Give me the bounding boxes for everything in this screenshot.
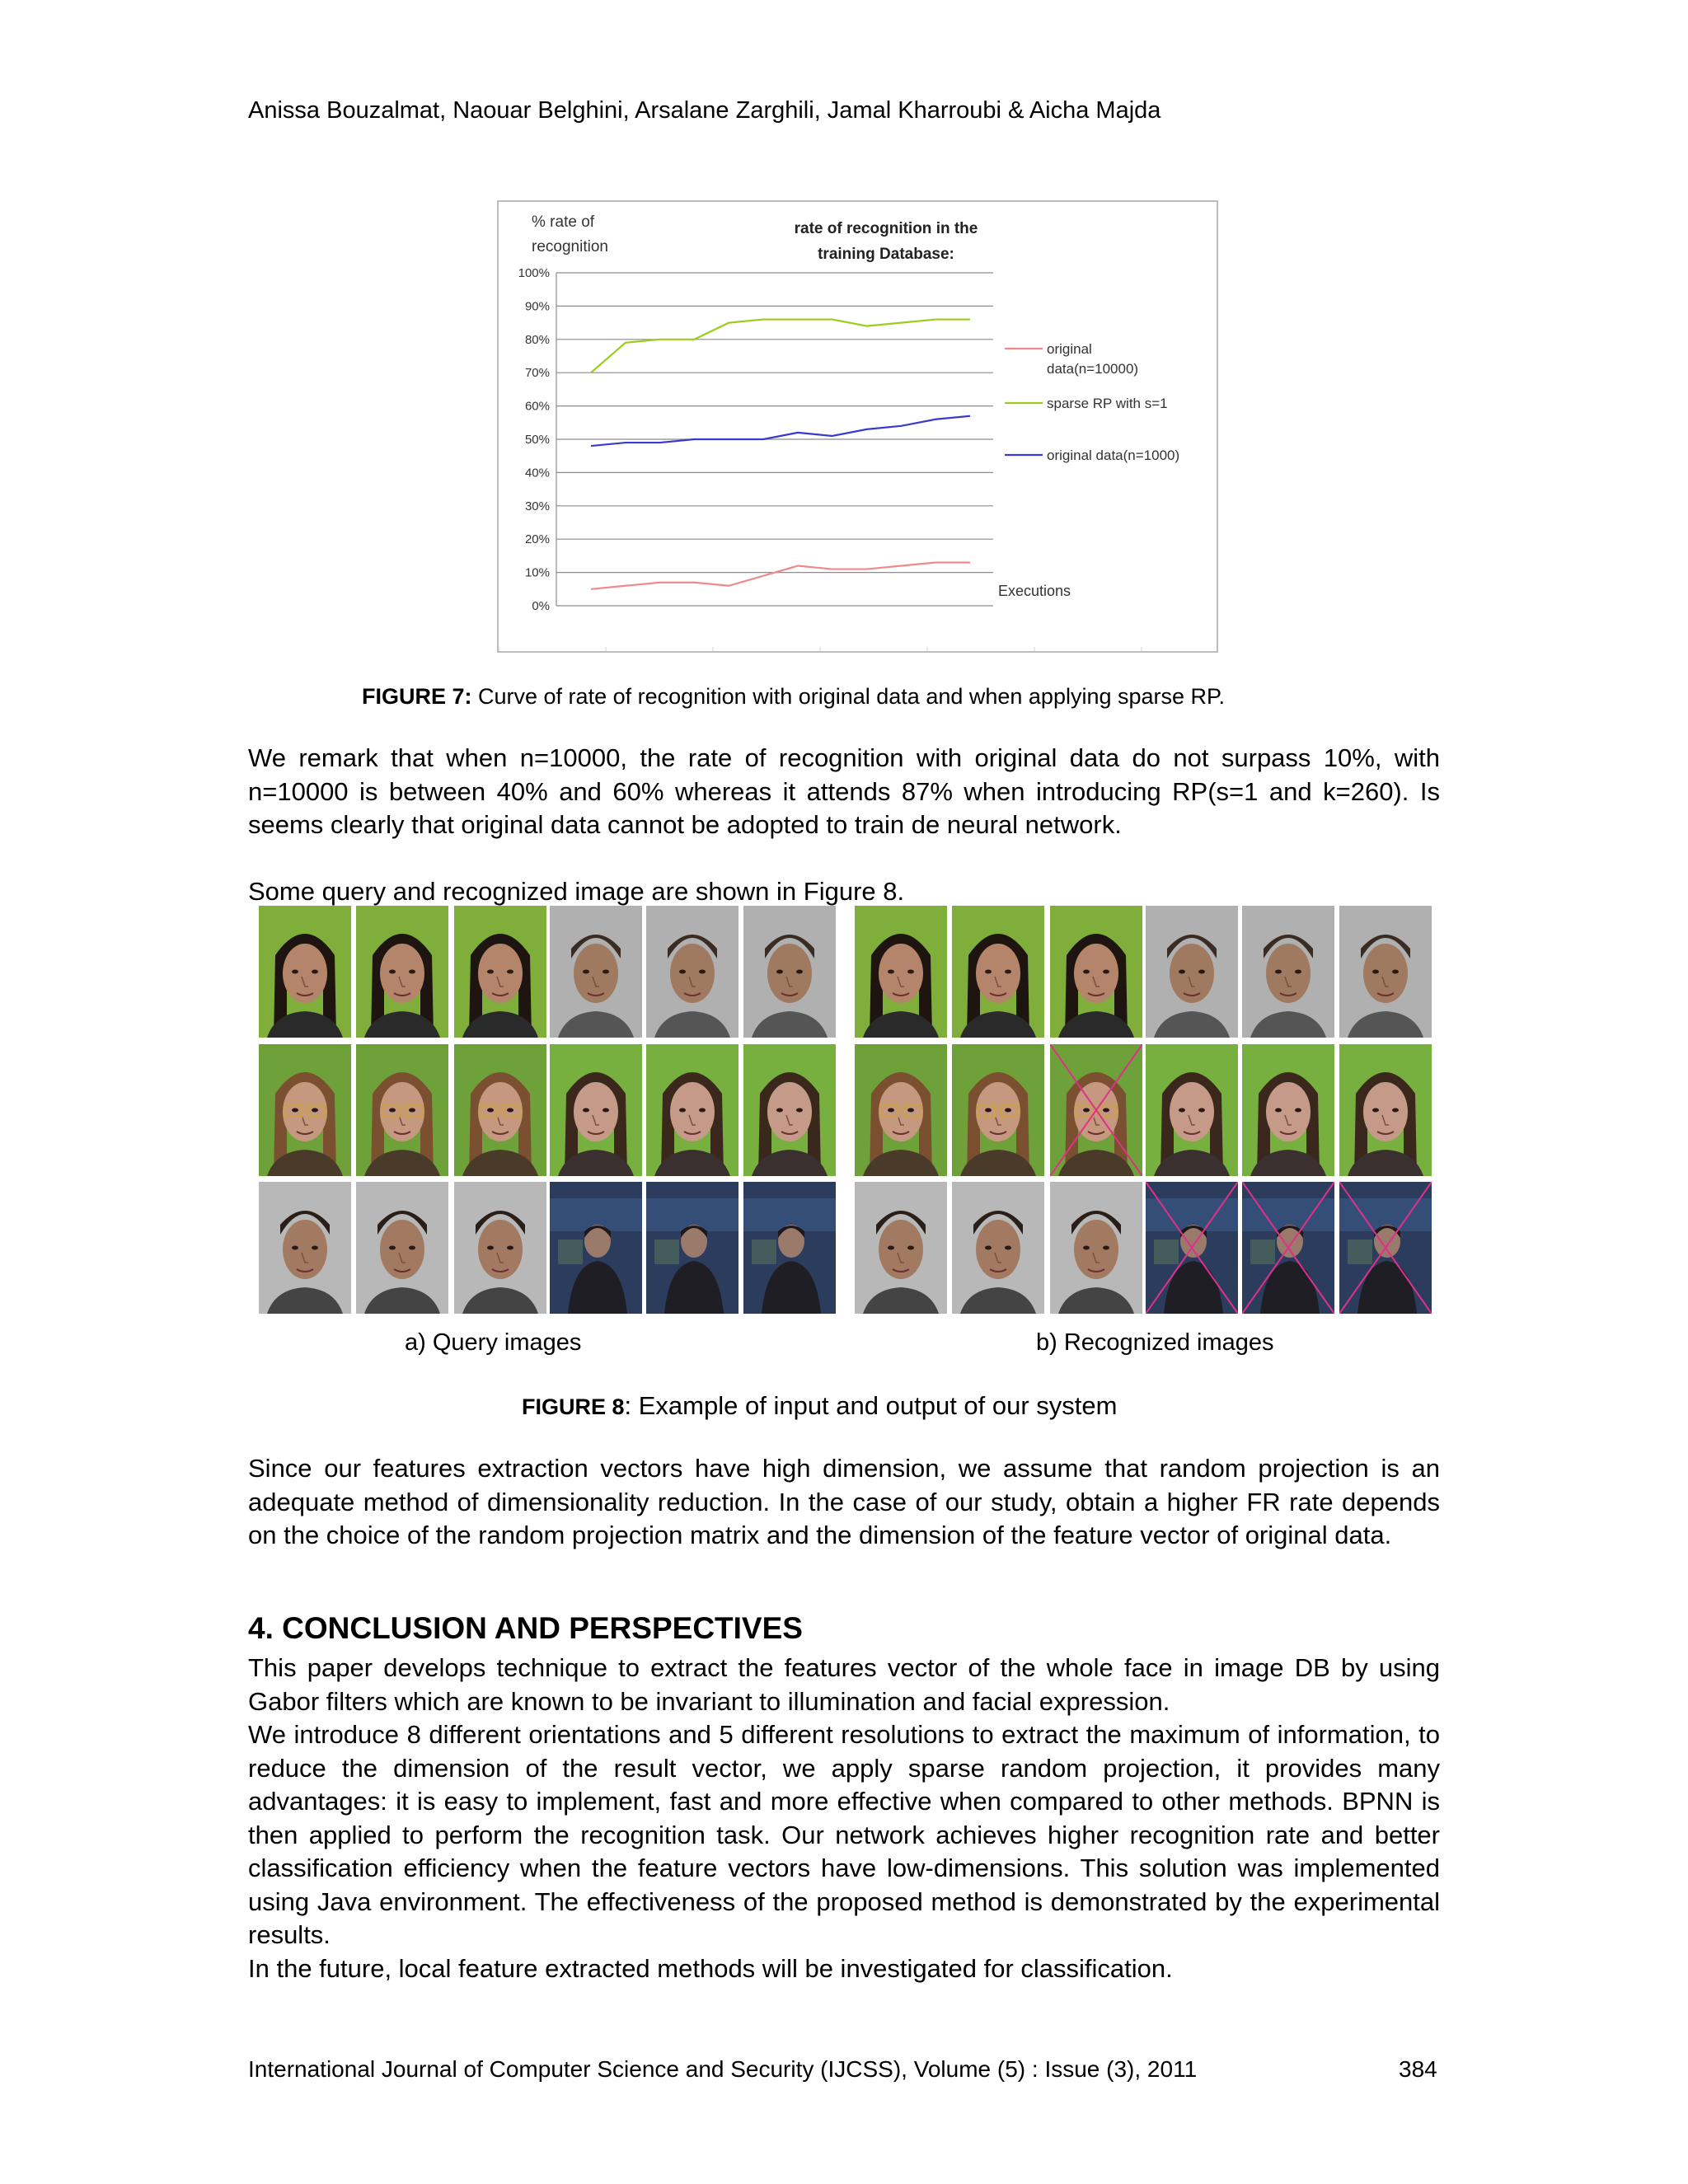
face-thumbnail bbox=[646, 906, 738, 1038]
paragraph-discussion bbox=[248, 1452, 1440, 1553]
y-tick-label: 90% bbox=[524, 299, 550, 314]
face-thumbnail bbox=[1050, 1182, 1142, 1314]
y-tick-label: 60% bbox=[524, 399, 550, 414]
face-thumbnail bbox=[646, 1044, 738, 1176]
figure-7-chart bbox=[497, 200, 1218, 653]
conclusion-paragraph-2: We introduce 8 different orientations and 5 different resolutions to extract the maximum of information, to reduce the dimension of the result vector, we apply sparse random projection, it provides many advantages: it is easy to implement, fast and more effective when compared to other methods. BPNN is then applied to perform the recognition task. Our network achieves higher recognition rate and better classification efficiency when the feature vectors have low-dimensions. This solution was implemented using Java environment. The effectiveness of the proposed method is demonstrated by the experimental results. bbox=[248, 1720, 1440, 1949]
conclusion-paragraph-3: In the future, local feature extracted methods will be investigated for classification. bbox=[248, 1953, 1173, 1983]
legend-entry: original data(n=1000) bbox=[1047, 448, 1180, 463]
recognized-images-grid bbox=[852, 906, 1440, 1319]
legend-entry: sparse RP with s=1 bbox=[1047, 396, 1168, 411]
face-thumbnail bbox=[259, 906, 351, 1038]
face-thumbnail bbox=[356, 1044, 448, 1176]
paragraph-discussion-text: Since our features extraction vectors have high dimension, we assume that random projection is an adequate method of dimensionality reduction. In the case of our study, obtain a higher FR rate depends on the choice of the random projection matrix and the dimension of the feature vector of original data. bbox=[248, 1454, 1440, 1549]
face-thumbnail bbox=[550, 1182, 642, 1314]
x-axis-label: Executions bbox=[998, 583, 1071, 599]
series-line bbox=[591, 562, 970, 588]
running-head-authors: Anissa Bouzalmat, Naouar Belghini, Arsalane Zarghili, Jamal Kharroubi & Aicha Majda bbox=[248, 97, 1161, 124]
y-tick-label: 0% bbox=[532, 599, 550, 613]
paragraph-figure-ref bbox=[248, 875, 1440, 909]
y-tick-label: 10% bbox=[524, 565, 550, 580]
face-thumbnail bbox=[1242, 1044, 1334, 1176]
conclusion-body bbox=[248, 1652, 1440, 1985]
face-thumbnail bbox=[356, 1182, 448, 1314]
query-images-label: a) Query images bbox=[405, 1329, 582, 1356]
face-thumbnail bbox=[646, 1182, 738, 1314]
chart-title: rate of recognition in the bbox=[794, 220, 978, 237]
footer-journal: International Journal of Computer Science and Security (IJCSS), Volume (5) : Issue (3), 2011 bbox=[248, 2056, 1198, 2082]
figure-7-caption-label: FIGURE 7: bbox=[362, 684, 472, 709]
face-thumbnail bbox=[855, 1182, 947, 1314]
y-tick-label: 40% bbox=[524, 466, 550, 480]
face-thumbnail bbox=[259, 1044, 351, 1176]
face-thumbnail bbox=[952, 1182, 1044, 1314]
misrecognized-cross-mark bbox=[1050, 1044, 1142, 1176]
chart-title: training Database: bbox=[818, 246, 954, 263]
y-axis-label: % rate of bbox=[532, 213, 595, 231]
face-thumbnail bbox=[356, 906, 448, 1038]
series-line bbox=[591, 416, 970, 446]
misrecognized-cross-mark bbox=[1146, 1182, 1238, 1314]
figure-7-caption-text: Curve of rate of recognition with original data and when applying sparse RP. bbox=[471, 684, 1226, 709]
face-thumbnail bbox=[550, 1044, 642, 1176]
figure-8-caption-label: FIGURE 8 bbox=[522, 1394, 625, 1419]
face-thumbnail bbox=[1339, 1044, 1432, 1176]
figure-7-caption bbox=[362, 684, 1225, 710]
face-thumbnail bbox=[855, 906, 947, 1038]
face-thumbnail bbox=[1242, 906, 1334, 1038]
figure-8-caption-text: : Example of input and output of our system bbox=[624, 1391, 1118, 1420]
face-thumbnail bbox=[952, 1044, 1044, 1176]
face-thumbnail bbox=[743, 1182, 836, 1314]
legend-entry: data(n=10000) bbox=[1047, 361, 1139, 377]
face-thumbnail bbox=[454, 1182, 546, 1314]
face-thumbnail bbox=[1339, 906, 1432, 1038]
face-thumbnail bbox=[259, 1182, 351, 1314]
y-tick-label: 80% bbox=[524, 332, 550, 347]
face-thumbnail bbox=[454, 1044, 546, 1176]
paragraph-figure-ref-text: Some query and recognized image are shown in Figure 8. bbox=[248, 877, 905, 906]
face-thumbnail bbox=[1050, 906, 1142, 1038]
y-tick-label: 100% bbox=[518, 266, 550, 280]
face-thumbnail bbox=[1146, 1044, 1238, 1176]
misrecognized-cross-mark bbox=[1242, 1182, 1334, 1314]
query-images-grid bbox=[256, 906, 844, 1319]
y-axis-label: recognition bbox=[532, 238, 608, 255]
y-tick-label: 70% bbox=[524, 366, 550, 381]
face-thumbnail bbox=[855, 1044, 947, 1176]
face-thumbnail bbox=[1146, 906, 1238, 1038]
face-thumbnail bbox=[454, 906, 546, 1038]
line-chart bbox=[499, 202, 1217, 651]
face-thumbnail bbox=[743, 1044, 836, 1176]
footer-page-number: 384 bbox=[1399, 2056, 1437, 2082]
conclusion-paragraph-1: This paper develops technique to extract the features vector of the whole face in image DB by using Gabor filters which are known to be invariant to illumination and facial expression. bbox=[248, 1653, 1440, 1716]
figure-8-caption bbox=[522, 1391, 1117, 1421]
face-thumbnail bbox=[952, 906, 1044, 1038]
y-tick-label: 50% bbox=[524, 433, 550, 447]
recognized-images-label: b) Recognized images bbox=[1036, 1329, 1274, 1356]
face-thumbnail bbox=[743, 906, 836, 1038]
misrecognized-cross-mark bbox=[1339, 1182, 1432, 1314]
legend-entry: original bbox=[1047, 341, 1092, 357]
y-tick-label: 20% bbox=[524, 532, 550, 547]
paragraph-results bbox=[248, 742, 1440, 842]
paragraph-results-text: We remark that when n=10000, the rate of recognition with original data do not surpass 10%, with n=10000 is between 40% and 60% whereas it attends 87% when introducing RP(s=1 and k=260). Is seems clearly that original data cannot be adopted to train de neural network. bbox=[248, 743, 1440, 839]
y-tick-label: 30% bbox=[524, 499, 550, 513]
face-thumbnail bbox=[550, 906, 642, 1038]
series-line bbox=[591, 320, 970, 373]
section-heading: 4. CONCLUSION AND PERSPECTIVES bbox=[248, 1611, 803, 1645]
